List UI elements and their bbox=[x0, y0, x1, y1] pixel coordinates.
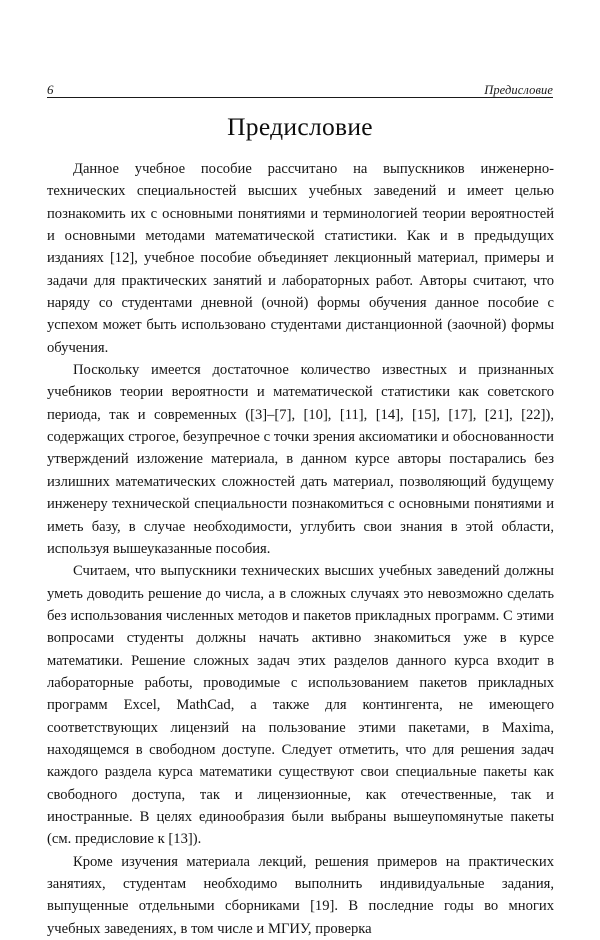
header-rule-divider bbox=[47, 97, 553, 98]
paragraph: Считаем, что выпускники технических высших учебных заведений должны уметь доводить решение до числа, а в сложных случаях это невозможно сделать без использования численных методов и пакетов прикладных программ. С этими вопросами студенты должны начать активно знакомиться уже в курсе математики. Решение сложных задач этих разделов данного курса входит в лабораторные работы, проводимые с использованием пакетов прикладных программ Excel, MathCad, а также для контингента, не имеющего соответствующих лицензий на пользование этими пакетами, в Maxima, находящемся в свободном доступе. Следует отметить, что для решения задач каждого раздела курса математики существуют свои специальные пакеты как свободного доступа, так и лицензионные, как отечественные, так и иностранные. В целях единообразия были выбраны вышеупомянутые пакеты (см. предисловие к [13]). bbox=[47, 563, 554, 848]
body-text-block bbox=[47, 158, 554, 940]
paragraph: Поскольку имеется достаточное количество известных и признанных учебников теории вероятности и математической статистики как советского периода, так и современных ([3]–[7], [10], [11], [14], [15], [17], [21], [22]), содержащих строгое, безупречное с точки зрения аксиоматики и обоснованности утверждений изложение материала, в данном курсе авторы постарались без излишних математических сложностей дать материал, позволяющий будущему инженеру технической специальности познакомиться с основными понятиями и иметь базу, в случае необходимости, углубить свои знания в этой области, используя вышеуказанные пособия. bbox=[47, 362, 554, 557]
page-title: Предисловие bbox=[227, 112, 373, 141]
paragraph: Кроме изучения материала лекций, решения примеров на практических занятиях, студентам необходимо выполнить индивидуальные задания, выпущенные отдельными сборниками [19]. В последние годы во многих учебных заведениях, в том числе и МГИУ, проверка bbox=[47, 853, 554, 937]
running-head-title: Предисловие bbox=[484, 83, 553, 97]
page-number: 6 bbox=[47, 82, 54, 97]
running-header bbox=[47, 78, 553, 97]
paragraph: Данное учебное пособие рассчитано на выпускников инженерно-технических специальностей высших учебных заведений и имеет целью познакомить их с основными понятиями и терминологией теории вероятностей и основными методами математической статистики. Как и в предыдущих изданиях [12], учебное пособие объединяет лекционный материал, примеры и задачи для практических занятий и лабораторных работ. Авторы считают, что наряду со студентами дневной (очной) формы обучения данное пособие с успехом может быть использовано студентами дистанционной (заочной) формы обучения. bbox=[47, 161, 554, 356]
